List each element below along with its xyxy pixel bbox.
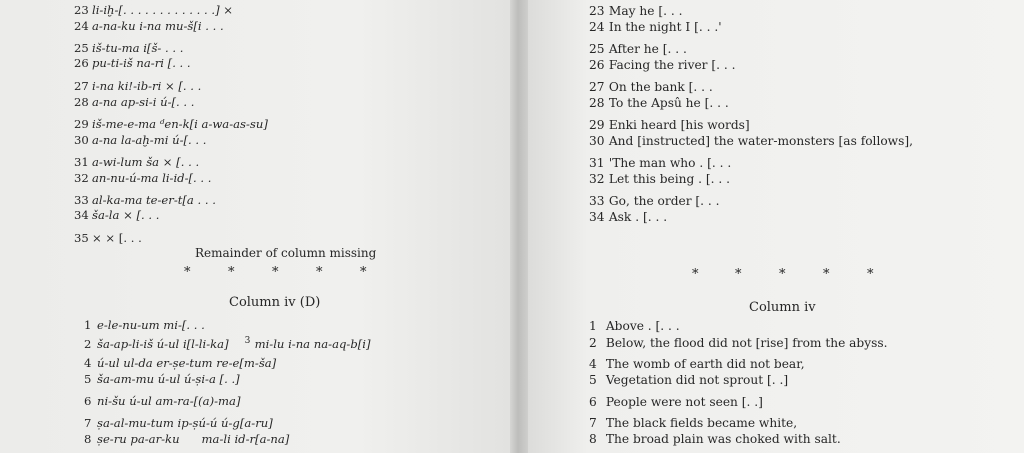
star-mark: *: [823, 267, 830, 282]
translit-line-23: 23 li-iḫ-[. . . . . . . . . . . . .] ×: [74, 3, 234, 17]
right-page-translation: [528, 0, 1024, 453]
translation-line-27: 27 On the bank [. . .: [589, 80, 713, 94]
star-mark: *: [184, 265, 191, 280]
book-gutter: [510, 0, 528, 453]
star-mark: *: [779, 267, 786, 282]
translit-line-28: 28 a-na ap-si-i ú-[. . .: [74, 95, 195, 109]
star-mark: *: [867, 267, 874, 282]
translit-line-iv-1: 1 e-le-nu-um mi-[. . .: [84, 318, 205, 332]
translation-line-25: 25 After he [. . .: [589, 42, 687, 56]
left-page-transliteration: [0, 0, 510, 453]
translation-line-23: 23 May he [. . .: [589, 4, 683, 18]
translation-line-29: 29 Enki heard [his words]: [589, 118, 750, 132]
translit-line-29: 29 iš-me-e-ma ᵈen-k[i a-wa-as-su]: [74, 117, 268, 131]
translit-line-iv-4: 4 ú-ul ul-da er-ṣe-tum re-e[m-ša]: [84, 356, 277, 370]
column-heading-right: Column iv: [749, 300, 816, 315]
star-mark: *: [316, 265, 323, 280]
translit-line-34: 34 ša-la × [. . .: [74, 208, 160, 222]
remainder-note: Remainder of column missing: [195, 246, 377, 260]
translit-line-30: 30 a-na la-aḫ-mi ú-[. . .: [74, 133, 207, 147]
translation-line-iv-8: 8 The broad plain was choked with salt.: [589, 432, 841, 446]
translit-line-iv-8: 8 ṣe-ru pa-ar-ku ma-li id-r[a-na]: [84, 432, 290, 446]
translit-line-35: 35 × × [. . .: [74, 231, 142, 245]
star-mark: *: [360, 265, 367, 280]
translation-line-iv-6: 6 People were not seen [. .]: [589, 395, 763, 409]
translit-line-32: 32 an-nu-ú-ma li-id-[. . .: [74, 171, 212, 185]
translation-line-31: 31 'The man who . [. . .: [589, 156, 732, 170]
translation-line-26: 26 Facing the river [. . .: [589, 58, 736, 72]
column-heading-left: Column iv (D): [229, 295, 321, 310]
translit-line-iv-5: 5 ša-am-mu ú-ul ú-ṣi-a [. .]: [84, 372, 240, 386]
translation-line-iv-7: 7 The black fields became white,: [589, 416, 798, 430]
translation-line-32: 32 Let this being . [. . .: [589, 172, 731, 186]
star-mark: *: [272, 265, 279, 280]
translit-line-iv-6: 6 ni-šu ú-ul am-ra-[(a)-ma]: [84, 394, 241, 408]
translit-line-iv-7: 7 ṣa-al-mu-tum ip-ṣú-ú ú-g[a-ru]: [84, 416, 273, 430]
star-mark: *: [228, 265, 235, 280]
translation-line-iv-5: 5 Vegetation did not sprout [. .]: [589, 373, 789, 387]
star-mark: *: [692, 267, 699, 282]
translit-line-24: 24 a-na-ku i-na mu-š[i . . .: [74, 19, 224, 33]
translation-line-iv-2: 2 Below, the flood did not [rise] from the abyss.: [589, 336, 888, 350]
translation-line-24: 24 In the night I [. . .': [589, 20, 722, 34]
translation-line-28: 28 To the Apsû he [. . .: [589, 96, 729, 110]
translit-line-31: 31 a-wi-lum ša × [. . .: [74, 155, 200, 169]
translit-line-33: 33 al-ka-ma te-er-t[a . . .: [74, 193, 216, 207]
translation-line-30: 30 And [instructed] the water-monsters [as follows],: [589, 134, 913, 148]
translation-line-iv-1: 1 Above . [. . .: [589, 319, 680, 333]
translation-line-34: 34 Ask . [. . .: [589, 210, 668, 224]
translation-line-iv-4: 4 The womb of earth did not bear,: [589, 357, 805, 371]
translit-line-iv-2: 2 ša-ap-li-iš ú-ul i[l-li-ka] 3 mi-lu i-na na-aq-b[i]: [84, 336, 371, 351]
translit-line-27: 27 i-na ki!-ib-ri × [. . .: [74, 79, 202, 93]
translit-line-26: 26 pu-ti-iš na-ri [. . .: [74, 56, 191, 70]
star-mark: *: [735, 267, 742, 282]
translation-line-33: 33 Go, the order [. . .: [589, 194, 720, 208]
translit-line-25: 25 iš-tu-ma i[š- . . .: [74, 41, 184, 55]
